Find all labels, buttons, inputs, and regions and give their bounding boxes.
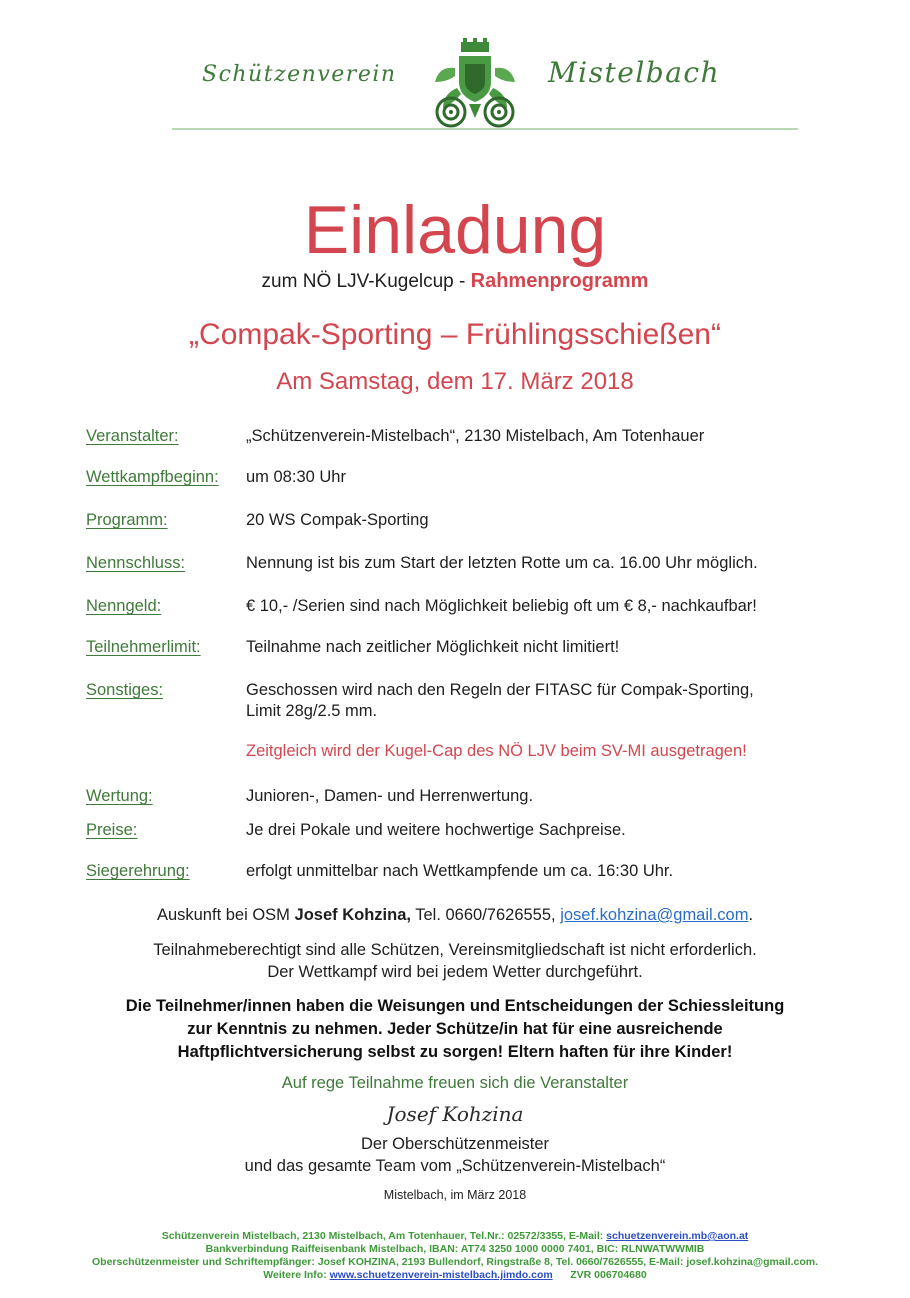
sign-team: und das gesamte Team vom „Schützenverein-Mistelbach“ bbox=[244, 1157, 666, 1175]
subtitle-highlight: Rahmenprogramm bbox=[470, 270, 649, 292]
detail-label: Wertung: bbox=[86, 787, 153, 805]
sign-role: Der Oberschützenmeister bbox=[361, 1135, 549, 1153]
footer-website-link[interactable]: www.schuetzenverein-mistelbach.jimdo.com bbox=[329, 1269, 553, 1281]
detail-value: Teilnahme nach zeitlicher Möglichkeit nicht limitiert! bbox=[246, 638, 620, 656]
subtitle bbox=[0, 268, 910, 295]
contact-prefix: Auskunft bei OSM bbox=[156, 906, 295, 924]
rules-line: Haftpflichtversicherung selbst zu sorgen! Eltern haften für ihre Kinder! bbox=[177, 1043, 733, 1061]
eligibility-line-2: Der Wettkampf wird bei jedem Wetter durchgeführt. bbox=[267, 963, 643, 981]
detail-value: „Schützenverein-Mistelbach“, 2130 Mistelbach, Am Totenhauer bbox=[246, 427, 705, 445]
footer-line-3: Oberschützenmeister und Schriftempfänger: Josef KOHZINA, 2193 Bullendorf, Ringstraße 8, Tel. 0660/7626555, E-Mail: josef.kohzina@gmail.com. bbox=[92, 1256, 818, 1268]
rules-block bbox=[0, 995, 910, 1064]
crest-icon bbox=[425, 38, 525, 130]
contact-suffix: . bbox=[748, 906, 754, 924]
footer-zvr: ZVR 006704680 bbox=[570, 1269, 647, 1281]
contact-name: Josef Kohzina, bbox=[294, 906, 411, 924]
detail-label: Preise: bbox=[86, 821, 138, 839]
rules-line: zur Kenntnis zu nehmen. Jeder Schütze/in hat für eine ausreichende bbox=[187, 1020, 723, 1038]
event-name: „Compak-Sporting – Frühlingsschießen“ bbox=[189, 318, 721, 351]
letterhead-divider bbox=[172, 128, 798, 130]
detail-label: Teilnehmerlimit: bbox=[86, 638, 201, 656]
footer-info-label: Weitere Info: bbox=[263, 1269, 330, 1281]
footer-address: Schützenverein Mistelbach, 2130 Mistelbach, Am Totenhauer, Tel.Nr.: 02572/3355, E-Mail: bbox=[161, 1230, 607, 1242]
detail-value: 20 WS Compak-Sporting bbox=[246, 511, 429, 529]
detail-label: Veranstalter: bbox=[86, 427, 179, 445]
detail-label: Programm: bbox=[86, 511, 168, 529]
detail-value: um 08:30 Uhr bbox=[246, 468, 346, 486]
detail-value: Je drei Pokale und weitere hochwertige Sachpreise. bbox=[246, 821, 626, 839]
detail-label: Nenngeld: bbox=[86, 597, 162, 615]
rules-line: Die Teilnehmer/innen haben die Weisungen und Entscheidungen der Schiessleitung bbox=[125, 997, 785, 1015]
detail-value: Junioren-, Damen- und Herrenwertung. bbox=[246, 787, 534, 805]
letterhead-left: Schützenverein bbox=[202, 62, 397, 87]
subtitle-prefix: zum NÖ LJV-Kugelcup - bbox=[261, 271, 471, 292]
footer-email-link[interactable]: schuetzenverein.mb@aon.at bbox=[606, 1230, 749, 1242]
closing-line: Auf rege Teilnahme freuen sich die Veranstalter bbox=[281, 1074, 629, 1092]
detail-value: Geschossen wird nach den Regeln der FITASC für Compak-Sporting, bbox=[246, 681, 754, 699]
contact-tel: Tel. 0660/7626555, bbox=[410, 906, 561, 924]
eligibility-line-1: Teilnahmeberechtigt sind alle Schützen, Vereinsmitgliedschaft ist nicht erforderlich. bbox=[153, 941, 757, 959]
detail-value: Nennung ist bis zum Start der letzten Rotte um ca. 16.00 Uhr möglich. bbox=[246, 554, 758, 572]
detail-label: Wettkampfbeginn: bbox=[86, 468, 219, 486]
footer-line-4 bbox=[0, 1269, 910, 1282]
page-title: Einladung bbox=[303, 192, 607, 268]
contact-line bbox=[0, 904, 910, 926]
detail-value: Limit 28g/2.5 mm. bbox=[246, 702, 378, 720]
detail-label: Sonstiges: bbox=[86, 681, 164, 699]
signature: Josef Kohzina bbox=[386, 1102, 524, 1126]
letterhead-right: Mistelbach bbox=[548, 56, 721, 89]
contact-email-link[interactable]: josef.kohzina@gmail.com bbox=[560, 906, 749, 924]
detail-value: € 10,- /Serien sind nach Möglichkeit beliebig oft um € 8,- nachkaufbar! bbox=[246, 597, 757, 615]
concurrent-event-note: Zeitgleich wird der Kugel-Cap des NÖ LJV beim SV-MI ausgetragen! bbox=[246, 742, 747, 760]
detail-label: Siegerehrung: bbox=[86, 862, 190, 880]
detail-label: Nennschluss: bbox=[86, 554, 186, 572]
footer-line-1 bbox=[0, 1230, 910, 1243]
event-date: Am Samstag, dem 17. März 2018 bbox=[276, 368, 634, 395]
place-date: Mistelbach, im März 2018 bbox=[383, 1188, 527, 1202]
footer-line-2: Bankverbindung Raiffeisenbank Mistelbach, IBAN: AT74 3250 1000 0000 7401, BIC: RLNWATWWMIB bbox=[205, 1243, 705, 1255]
detail-value: erfolgt unmittelbar nach Wettkampfende um ca. 16:30 Uhr. bbox=[246, 862, 674, 880]
